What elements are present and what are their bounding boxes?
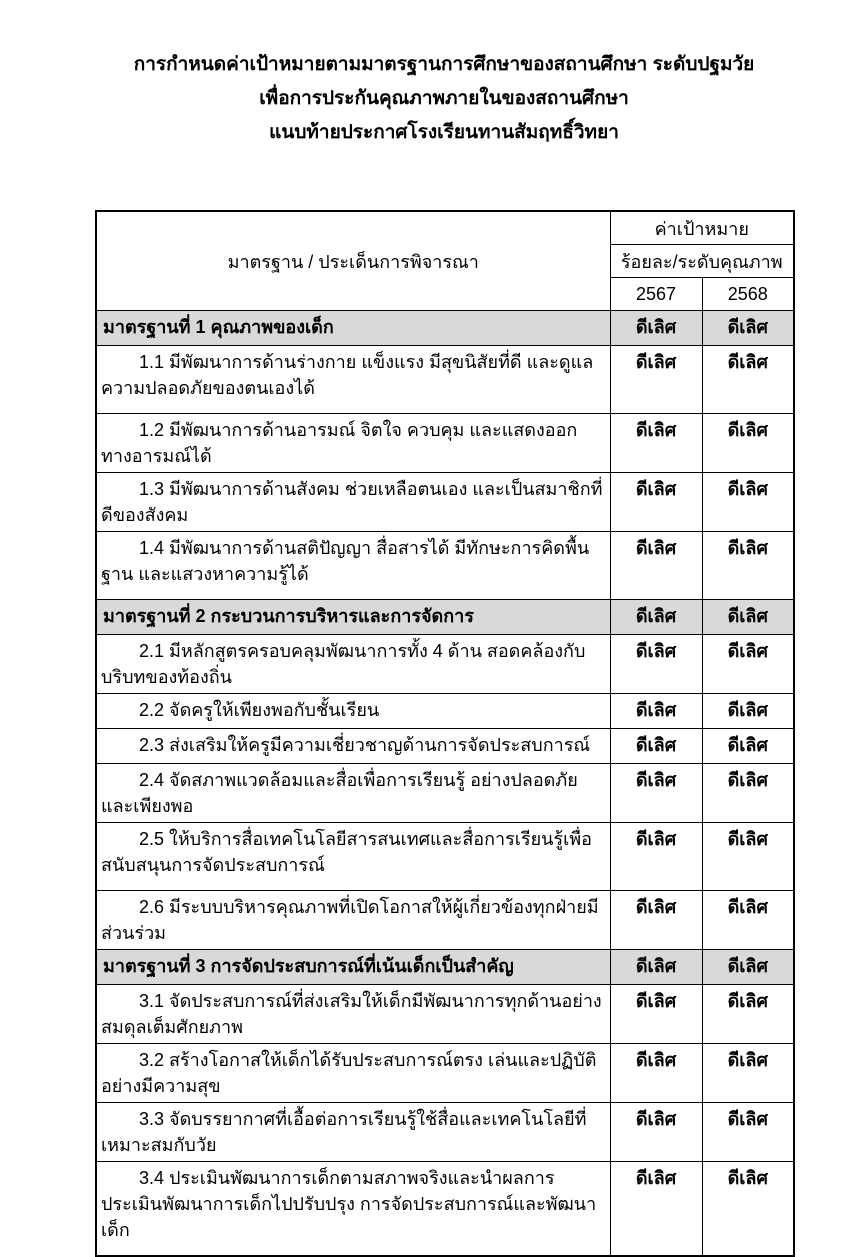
table-row	[96, 985, 794, 1044]
row-value-2567: ดีเลิศ	[610, 346, 702, 414]
row-value-2567: ดีเลิศ	[610, 1044, 702, 1103]
table-row	[96, 346, 794, 414]
row-text: 2.2 จัดครูให้เพียงพอกับชั้นเรียน	[139, 700, 380, 720]
table-row	[96, 1103, 794, 1162]
row-text-cell	[96, 950, 610, 985]
row-text: 2.1 มีหลักสูตรครอบคลุมพัฒนาการทั้ง 4 ด้าน สอดคล้องกับบริบทของท้องถิ่น	[101, 641, 586, 687]
row-text: 2.4 จัดสภาพแวดล้อมและสื่อเพื่อการเรียนรู้ อย่างปลอดภัย และเพียงพอ	[101, 770, 578, 816]
row-text: 1.3 มีพัฒนาการด้านสังคม ช่วยเหลือตนเอง และเป็นสมาชิกที่ดีของสังคม	[101, 479, 603, 525]
row-text-cell	[96, 311, 610, 346]
row-text: 1.1 มีพัฒนาการด้านร่างกาย แข็งแรง มีสุขนิสัยที่ดี และดูแลความปลอดภัยของตนเองได้	[101, 352, 594, 398]
row-text: 3.4 ประเมินพัฒนาการเด็กตามสภาพจริงและนำผลการประเมินพัฒนาการเด็กไปปรับปรุง การจัดประสบการณ์และพัฒนาเด็ก	[101, 1168, 597, 1240]
row-value-2568: ดีเลิศ	[702, 346, 794, 414]
table-row	[96, 1044, 794, 1103]
row-text: 3.3 จัดบรรยากาศที่เอื้อต่อการเรียนรู้ใช้สื่อและเทคโนโลยีที่เหมาะสมกับวัย	[101, 1109, 587, 1155]
row-value-2568: ดีเลิศ	[702, 600, 794, 635]
row-value-2568: ดีเลิศ	[702, 1103, 794, 1162]
row-value-2567: ดีเลิศ	[610, 600, 702, 635]
row-value-2567: ดีเลิศ	[610, 311, 702, 346]
row-value-2568: ดีเลิศ	[702, 694, 794, 729]
row-value-2568: ดีเลิศ	[702, 729, 794, 764]
row-value-2568: ดีเลิศ	[702, 311, 794, 346]
row-text: 2.6 มีระบบบริหารคุณภาพที่เปิดโอกาสให้ผู้เกี่ยวข้องทุกฝ่ายมีส่วนร่วม	[101, 897, 599, 943]
row-value-2567: ดีเลิศ	[610, 891, 702, 950]
row-text: 1.4 มีพัฒนาการด้านสติปัญญา สื่อสารได้ มีทักษะการคิดพื้นฐาน และแสวงหาความรู้ได้	[101, 538, 590, 584]
table-row	[96, 1162, 794, 1257]
row-text-cell	[96, 1162, 610, 1257]
table-row	[96, 473, 794, 532]
column-header-standards: มาตรฐาน / ประเด็นการพิจารณา	[96, 211, 610, 311]
row-text-cell	[96, 635, 610, 694]
table-row	[96, 694, 794, 729]
row-text: 2.5 ให้บริการสื่อเทคโนโลยีสารสนเทศและสื่อการเรียนรู้เพื่อสนับสนุนการจัดประสบการณ์	[101, 829, 592, 875]
document-title	[95, 48, 793, 150]
row-value-2568: ดีเลิศ	[702, 764, 794, 823]
table-row	[96, 532, 794, 600]
row-text-cell	[96, 600, 610, 635]
row-value-2567: ดีเลิศ	[610, 414, 702, 473]
row-text-cell	[96, 823, 610, 891]
table-row	[96, 600, 794, 635]
row-text: 3.1 จัดประสบการณ์ที่ส่งเสริมให้เด็กมีพัฒนาการทุกด้านอย่างสมดุลเต็มศักยภาพ	[101, 991, 602, 1037]
table-row	[96, 823, 794, 891]
row-text: 2.3 ส่งเสริมให้ครูมีความเชี่ยวชาญด้านการจัดประสบการณ์	[139, 735, 591, 755]
row-value-2568: ดีเลิศ	[702, 891, 794, 950]
table-row	[96, 891, 794, 950]
document-title-line-1: การกำหนดค่าเป้าหมายตามมาตรฐานการศึกษาของสถานศึกษา ระดับปฐมวัย	[133, 54, 755, 75]
row-value-2567: ดีเลิศ	[610, 764, 702, 823]
row-text: 3.2 สร้างโอกาสให้เด็กได้รับประสบการณ์ตรง เล่นและปฏิบัติอย่างมีความสุข	[101, 1050, 597, 1096]
column-header-year-2568: 2568	[702, 278, 794, 311]
row-text: มาตรฐานที่ 3 การจัดประสบการณ์ที่เน้นเด็กเป็นสำคัญ	[103, 956, 514, 976]
table-row	[96, 635, 794, 694]
row-value-2568: ดีเลิศ	[702, 1162, 794, 1257]
column-header-target-sub: ร้อยละ/ระดับคุณภาพ	[610, 245, 794, 278]
row-text-cell	[96, 1044, 610, 1103]
row-text-cell	[96, 346, 610, 414]
row-text-cell	[96, 764, 610, 823]
row-value-2567: ดีเลิศ	[610, 532, 702, 600]
row-text-cell	[96, 473, 610, 532]
standards-table-body	[96, 311, 794, 1257]
row-text: 1.2 มีพัฒนาการด้านอารมณ์ จิตใจ ควบคุม และแสดงออกทางอารมณ์ได้	[101, 420, 578, 466]
row-value-2567: ดีเลิศ	[610, 635, 702, 694]
row-value-2567: ดีเลิศ	[610, 473, 702, 532]
row-text-cell	[96, 532, 610, 600]
table-row	[96, 764, 794, 823]
row-value-2568: ดีเลิศ	[702, 473, 794, 532]
row-value-2568: ดีเลิศ	[702, 950, 794, 985]
row-value-2567: ดีเลิศ	[610, 694, 702, 729]
row-value-2567: ดีเลิศ	[610, 1162, 702, 1257]
row-value-2568: ดีเลิศ	[702, 532, 794, 600]
row-text: มาตรฐานที่ 1 คุณภาพของเด็ก	[103, 317, 334, 337]
document-page	[95, 48, 793, 1257]
row-value-2568: ดีเลิศ	[702, 635, 794, 694]
row-value-2567: ดีเลิศ	[610, 985, 702, 1044]
row-value-2567: ดีเลิศ	[610, 950, 702, 985]
table-row	[96, 950, 794, 985]
column-header-target-group: ค่าเป้าหมาย	[610, 211, 794, 245]
row-value-2568: ดีเลิศ	[702, 1044, 794, 1103]
row-value-2567: ดีเลิศ	[610, 1103, 702, 1162]
row-text-cell	[96, 1103, 610, 1162]
row-text-cell	[96, 694, 610, 729]
row-text: มาตรฐานที่ 2 กระบวนการบริหารและการจัดการ	[103, 606, 474, 626]
row-text-cell	[96, 729, 610, 764]
row-value-2567: ดีเลิศ	[610, 823, 702, 891]
row-text-cell	[96, 891, 610, 950]
document-title-line-3: แนบท้ายประกาศโรงเรียนทานสัมฤทธิ์วิทยา	[269, 122, 619, 143]
row-value-2568: ดีเลิศ	[702, 985, 794, 1044]
table-row	[96, 729, 794, 764]
table-header-row-1	[96, 211, 794, 245]
row-text-cell	[96, 414, 610, 473]
row-value-2568: ดีเลิศ	[702, 823, 794, 891]
table-row	[96, 311, 794, 346]
standards-target-table	[95, 210, 795, 1257]
row-text-cell	[96, 985, 610, 1044]
table-row	[96, 414, 794, 473]
row-value-2567: ดีเลิศ	[610, 729, 702, 764]
column-header-year-2567: 2567	[610, 278, 702, 311]
row-value-2568: ดีเลิศ	[702, 414, 794, 473]
document-title-line-2: เพื่อการประกันคุณภาพภายในของสถานศึกษา	[259, 88, 629, 109]
